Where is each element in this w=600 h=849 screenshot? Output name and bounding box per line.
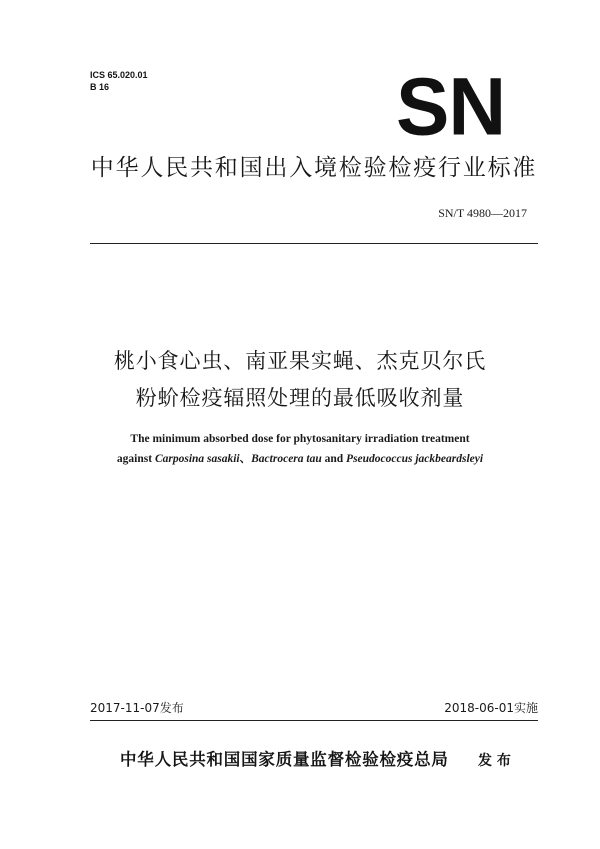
implementation-date: 2018-06-01实施 (444, 701, 538, 715)
title-en-line-2 (0, 452, 600, 467)
title-en-line-1: The minimum absorbed dose for phytosanitary irradiation treatment (130, 433, 470, 445)
bottom-divider (90, 720, 538, 721)
standard-number: SN/T 4980—2017 (438, 206, 527, 220)
species-name-2: Bactrocera tau (251, 453, 322, 465)
species-name-1: Carposina sasakii (154, 453, 240, 465)
species-name-3: Pseudococcus jackbeardsleyi (346, 453, 484, 465)
title-cn-line-2: 粉蚧检疫辐照处理的最低吸收剂量 (135, 386, 465, 410)
issue-date: 2017-11-07发布 (90, 701, 184, 715)
ics-code: ICS 65.020.01 (90, 70, 148, 80)
issuing-authority: 中华人民共和国国家质量监督检验检疫总局 (120, 750, 449, 769)
title-en-conjunction: and (321, 453, 347, 465)
ccs-code: B 16 (90, 82, 110, 92)
standard-category: 中华人民共和国出入境检验检疫行业标准 (90, 155, 538, 181)
sn-logo: SN (396, 60, 506, 152)
title-en-separator: 、 (239, 453, 252, 465)
issue-action: 发 布 (478, 753, 511, 769)
title-en-prefix: against (116, 453, 155, 465)
title-cn-line-1: 桃小食心虫、南亚果实蝇、杰克贝尔氏 (113, 349, 487, 373)
top-divider (90, 243, 538, 244)
